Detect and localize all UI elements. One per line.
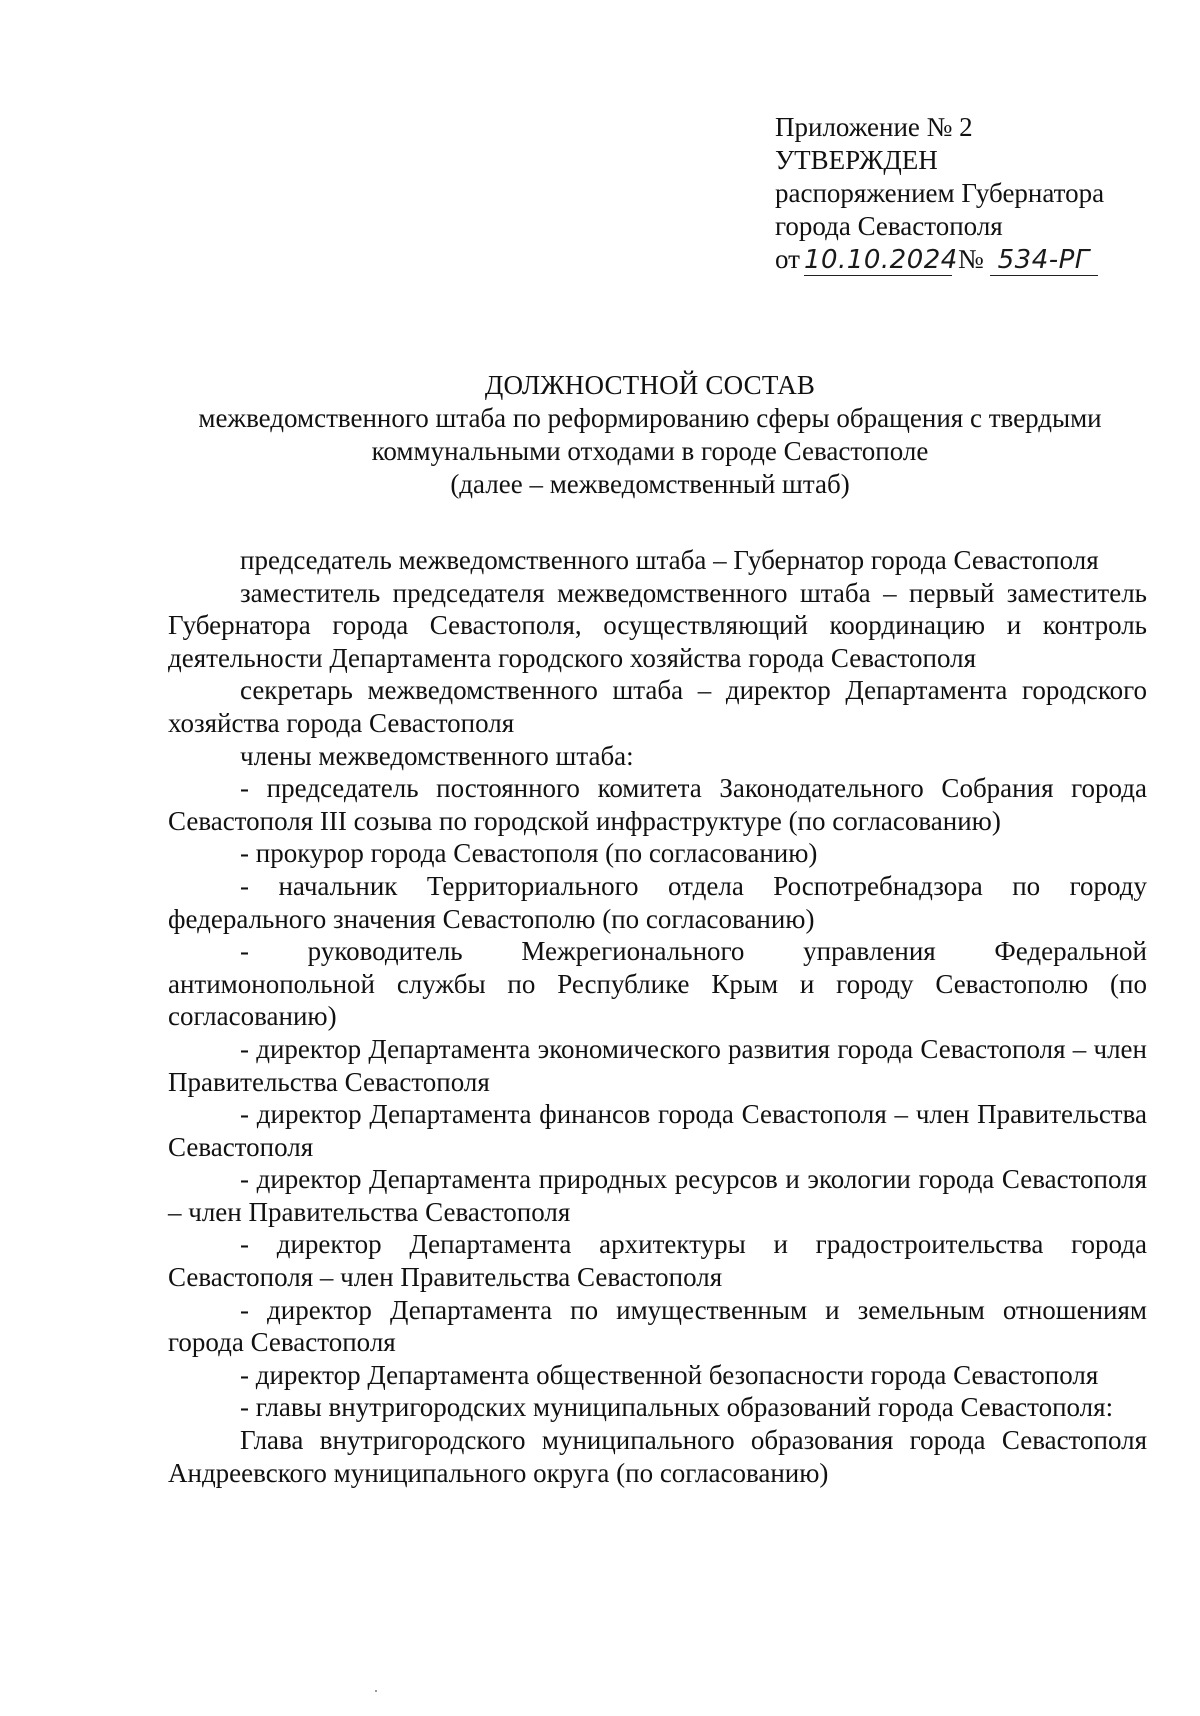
member-item: - руководитель Межрегионального управления Федеральной антимонопольной службы по Республике Крым и городу Севастополю (по согласованию): [168, 936, 1147, 1032]
title-line-3: (далее – межведомственный штаб): [450, 469, 850, 499]
from-label: от: [775, 244, 800, 274]
member-item: - директор Департамента по имущественным и земельным отношениям города Севастополя: [168, 1294, 1147, 1358]
city-label: города Севастополя: [775, 211, 1003, 241]
approval-stamp-block: [775, 111, 1175, 276]
handwritten-date: 10.10.2024: [803, 245, 958, 275]
approved-label: УТВЕРЖДЕН: [775, 145, 938, 175]
member-item: Глава внутригородского муниципального образования города Севастополя Андреевского муниципального округа (по согласованию): [168, 1425, 1147, 1488]
date-number-line: [775, 243, 1175, 276]
members-heading: члены межведомственного штаба:: [240, 740, 634, 771]
order-label: распоряжением Губернатора: [775, 178, 1105, 208]
title-line-1: межведомственного штаба по реформированию сферы обращения с твердыми: [198, 403, 1102, 433]
member-item: - директор Департамента финансов города Севастополя – член Правительства Севастополя: [168, 1099, 1147, 1162]
member-item: - начальник Территориального отдела Роспотребнадзора по городу федерального значения Севастополю (по согласованию): [168, 870, 1147, 934]
deputy-chairman-paragraph: заместитель председателя межведомственного штаба – первый заместитель Губернатора города Севастополя, осуществляющий координацию и контроль деятельности Департамента городского хозяйства города Севастополя: [168, 577, 1147, 673]
member-item: - председатель постоянного комитета Законодательного Собрания города Севастополя III созыва по городской инфраструктуре (по согласованию): [168, 773, 1147, 836]
appendix-label: Приложение № 2: [775, 112, 973, 142]
document-body: [168, 544, 1147, 1489]
member-item: - директор Департамента общественной безопасности города Севастополя: [240, 1359, 1099, 1390]
number-label: №: [957, 244, 984, 274]
title-main: ДОЛЖНОСТНОЙ СОСТАВ: [484, 370, 816, 400]
title-line-2: коммунальными отходами в городе Севастополе: [371, 436, 929, 466]
member-item: - прокурор города Севастополя (по согласованию): [240, 838, 818, 869]
member-item: - главы внутригородских муниципальных образований города Севастополя:: [240, 1392, 1114, 1423]
scan-artifact-dot: [375, 1690, 377, 1692]
member-item: - директор Департамента экономического развития города Севастополя – член Правительства Севастополя: [168, 1033, 1147, 1097]
member-item: - директор Департамента природных ресурсов и экологии города Севастополя – член Правительства Севастополя: [168, 1164, 1147, 1227]
secretary-paragraph: секретарь межведомственного штаба – директор Департамента городского хозяйства города Севастополя: [168, 675, 1147, 738]
member-item: - директор Департамента архитектуры и градостроительства города Севастополя – член Правительства Севастополя: [168, 1229, 1147, 1293]
chairman-paragraph: председатель межведомственного штаба – Губернатор города Севастополя: [240, 545, 1099, 575]
document-title: [150, 369, 1150, 501]
handwritten-number: 534-РГ: [990, 245, 1098, 276]
